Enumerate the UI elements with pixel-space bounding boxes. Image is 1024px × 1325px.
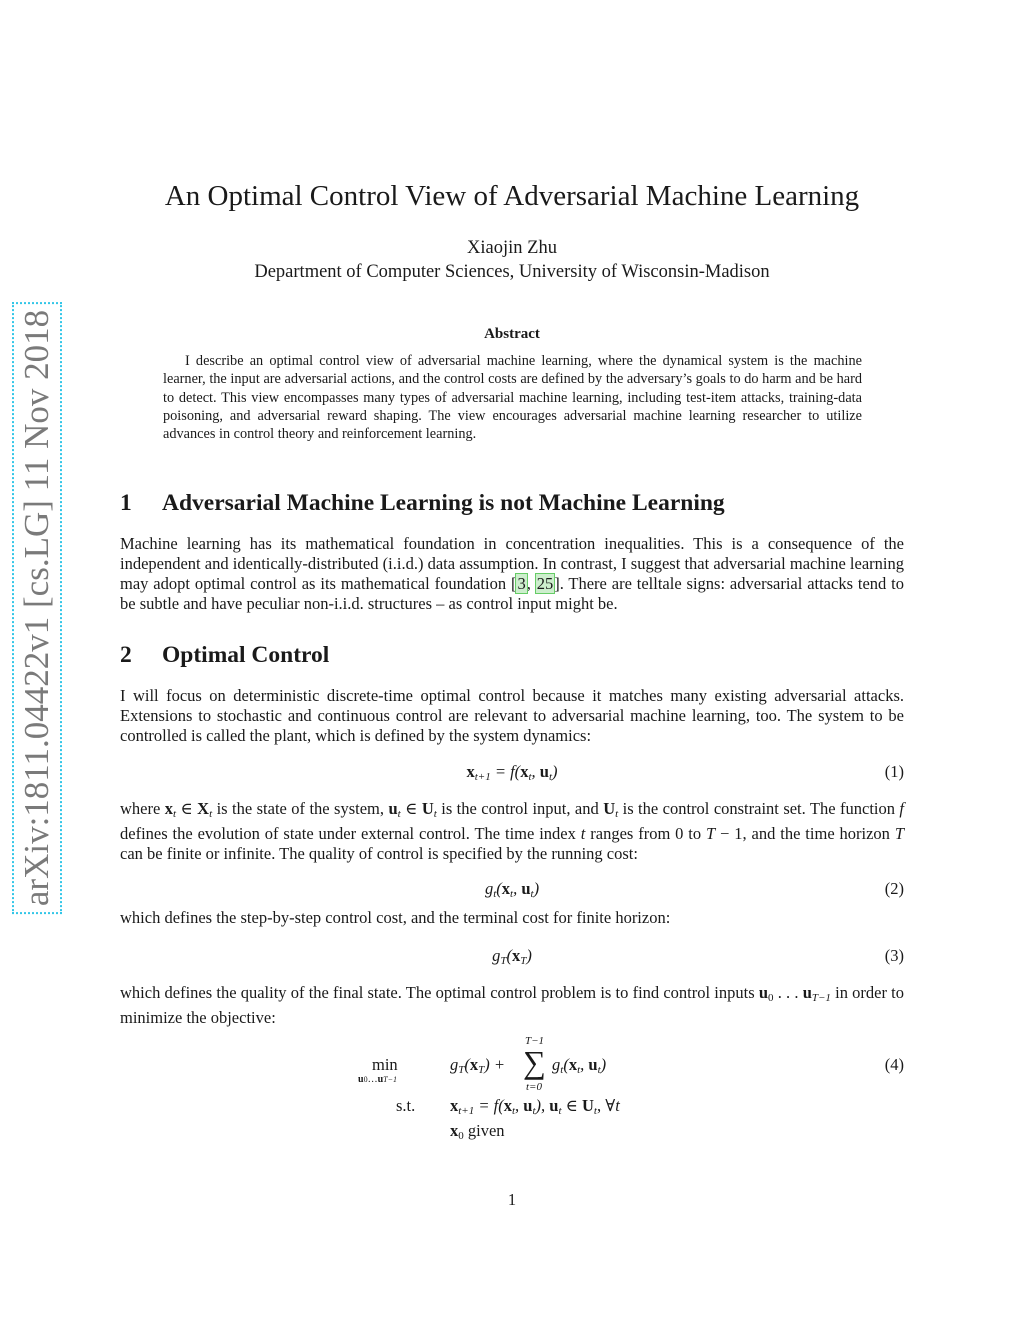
objective-terminal: $g_T(x_T)$ +: [450, 1055, 506, 1076]
section-2-heading: [120, 642, 329, 669]
paragraph-text: which defines the step-by-step control cost, and the terminal cost for finite horizon:: [120, 908, 671, 927]
paper-title: An Optimal Control View of Adversarial Machine Learning: [164, 180, 860, 212]
paragraph-text: Machine learning has its mathematical foundation in concentration inequalities. This is a consequence of the independent and identically-distributed (i.i.d.) data assumption. In contrast, I suggest that adversarial machine learning may adopt optimal control as its mathematical foundation [: [120, 534, 904, 593]
paragraph-text: is the state of the system,: [216, 799, 385, 818]
min-subscript: u0…uT−1: [358, 1074, 397, 1085]
abstract-text: I describe an optimal control view of adversarial machine learning, where the dynamical system is the machine learner, the input are adversarial actions, and the control costs are defined by the adversary’s goals to do harm and be hard to detect. This view encompasses many types of adversarial machine learning, including test-item attacks, training-data poisoning, and adversarial reward shaping. The view encourages adversarial machine learning researcher to utilize advances in control theory and reinforcement learning.: [163, 353, 862, 443]
min-operator: min: [372, 1055, 398, 1074]
equation-body: $x_{t+1} = f(x_t$, $u_t$): [466, 762, 558, 783]
section-title: Adversarial Machine Learning is not Machine Learning: [162, 490, 725, 516]
equation-4: [340, 1030, 904, 1145]
equation-3: [120, 946, 904, 968]
paragraph: which defines the quality of the final state. The optimal control problem is to find control inputs $u_0$ . . . $u_{T-1}$ in order to minimize the objective:: [120, 983, 905, 1027]
constraint-initial: $x_0$ given: [450, 1121, 505, 1142]
subject-to-label: s.t.: [396, 1096, 416, 1115]
section-number: 2: [120, 642, 132, 668]
section-number: 1: [120, 490, 132, 516]
constraint-dynamics: $x_{t+1} = f(x_t$, $u_t$), $u_t$ ∈ $U_t$, ∀t: [450, 1096, 620, 1117]
paragraph-text: I will focus on deterministic discrete-time optimal control because it matches many existing adversarial attacks. Extensions to stochastic and continuous control are relevant to adversarial machine learning, too. The system to be controlled is called the plant, which is defined by the system dynamics:: [120, 686, 904, 745]
paragraph-text: is the control input, and: [441, 799, 599, 818]
equation-number: (4): [884, 1055, 904, 1074]
citation-link[interactable]: 25: [536, 574, 554, 593]
equation-2: [120, 879, 904, 901]
sum-symbol: ∑: [523, 1044, 546, 1080]
paragraph: [120, 534, 904, 614]
paragraph-text: defines the evolution of state under external control. The time index: [120, 824, 576, 843]
abstract-heading: Abstract: [484, 326, 540, 342]
section-2-para-1: [120, 686, 904, 746]
sum-upper-limit: T−1: [525, 1035, 545, 1047]
citation-link[interactable]: 3: [517, 574, 526, 593]
paragraph: where $x_t$ ∈ $X_t$ is the state of the system, $u_t$ ∈ $U_t$ is the control input, and $U_t$ is the control constraint set. The function f defines the evolution of state under external control. The time index t ranges from 0 to T − 1, and the time horizon T can be finite or infinite. The quality of control is specified by the running cost:: [120, 799, 905, 863]
paragraph-text: , and the time horizon: [742, 824, 890, 843]
section-2-para-4: [120, 983, 904, 1028]
section-2-para-3: [120, 908, 904, 928]
paragraph-text: which defines the quality of the final state. The optimal control problem is to find control inputs: [120, 983, 755, 1002]
paragraph-text: can be finite or infinite. The quality of control is specified by the running cost:: [120, 844, 638, 863]
author-affiliation: Department of Computer Sciences, University of Wisconsin-Madison: [254, 262, 770, 282]
forall-symbol: , ∀: [596, 1096, 616, 1115]
given-label: given: [467, 1121, 505, 1140]
abstract-body: [163, 352, 862, 443]
equation-number: (2): [884, 879, 904, 898]
section-1-body: [120, 534, 904, 614]
equation-number: (3): [884, 946, 904, 965]
paragraph-text: ]. There are telltale signs: adversarial attacks tend to be subtle and have peculiar non-i.i.d. structures – as control input might be.: [120, 574, 905, 613]
equation-body: $g_t(x_t$, $u_t$): [484, 879, 540, 900]
equation-number: (1): [884, 762, 904, 781]
equation-1: [120, 762, 904, 784]
section-title: Optimal Control: [162, 642, 330, 668]
sum-lower-limit: t=0: [526, 1081, 542, 1093]
paragraph-text: is the control constraint set. The function: [622, 799, 895, 818]
paragraph-text: ranges from 0 to: [590, 824, 702, 843]
paragraph-text: where: [120, 799, 161, 818]
section-1-heading: [120, 490, 725, 517]
equation-body: $g_T(x_T)$: [492, 946, 532, 967]
page-number: 1: [507, 1190, 517, 1209]
section-2-para-2: [120, 799, 904, 864]
arxiv-stamp: arXiv:1811.04422v1 [cs.LG] 11 Nov 2018: [14, 304, 60, 912]
paragraph-text: in order to minimize the objective:: [120, 983, 905, 1027]
objective-running: $g_t(x_t$, $u_t$): [552, 1055, 607, 1076]
author-name: Xiaojin Zhu: [467, 238, 557, 258]
citation-separator: ,: [526, 574, 536, 593]
